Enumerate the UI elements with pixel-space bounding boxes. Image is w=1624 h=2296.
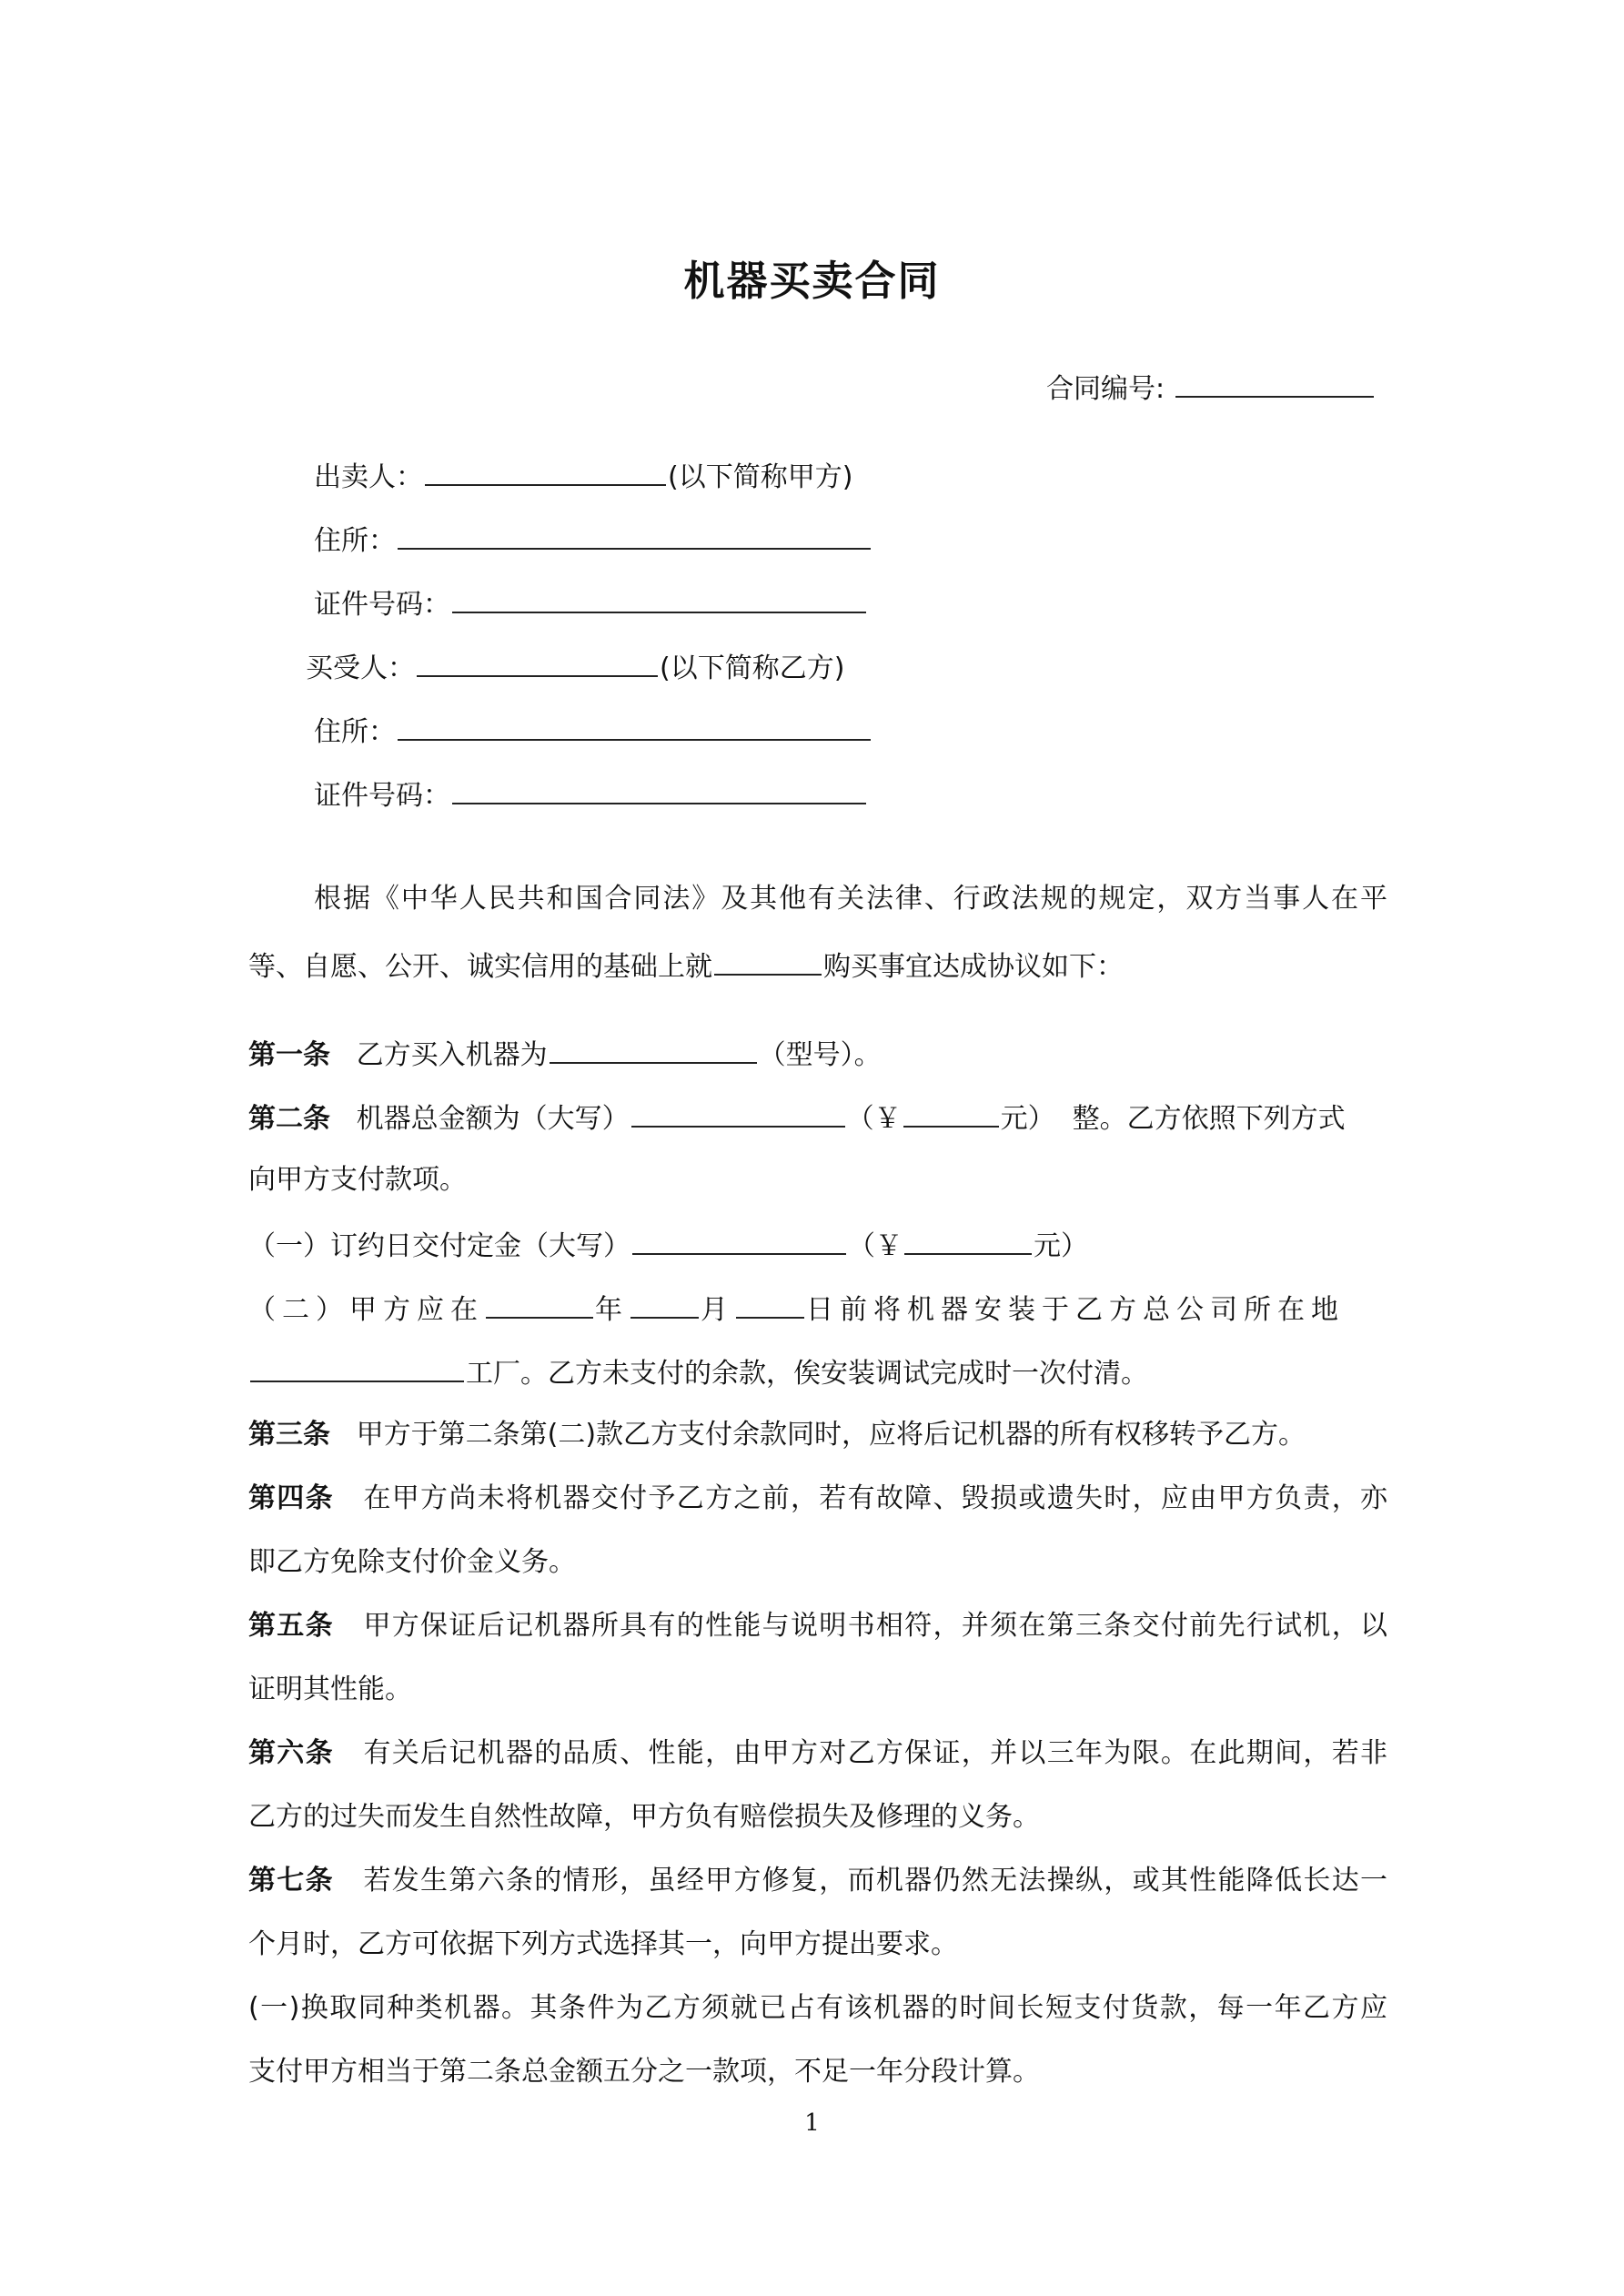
total-amount-number-blank bbox=[903, 1098, 999, 1128]
buyer-line bbox=[306, 648, 844, 687]
page-number: 1 bbox=[804, 2109, 820, 2137]
article-7-item-1-line-2: 支付甲方相当于第二条总金额五分之一款项，不足一年分段计算。 bbox=[248, 2056, 1040, 2088]
model-blank bbox=[550, 1035, 757, 1064]
install-text-b: 年 bbox=[595, 1294, 629, 1326]
deposit-number-blank bbox=[904, 1226, 1032, 1255]
article-7-title: 第七条 bbox=[248, 1865, 334, 1896]
install-year-blank bbox=[486, 1290, 593, 1319]
contract-number-line bbox=[1046, 369, 1376, 408]
install-text-a: （二）甲方应在 bbox=[248, 1294, 484, 1326]
buyer-address-blank bbox=[398, 712, 871, 741]
article-3-text: 甲方于第二条第(二)款乙方支付余款同时，应将后记机器的所有权移转予乙方。 bbox=[356, 1419, 1306, 1451]
deposit-text-a: （一）订约日交付定金（大写） bbox=[248, 1230, 630, 1262]
preamble-line-2 bbox=[248, 946, 1124, 986]
article-7-item-1: (一)换取同种类机器。其条件为乙方须就已占有该机器的时间长短支付货款，每一年乙方应 bbox=[248, 1992, 1387, 2024]
preamble-text-b: 购买事宜达成协议如下： bbox=[823, 951, 1124, 983]
seller-address-blank bbox=[398, 521, 871, 550]
buyer-id-label: 证件号码： bbox=[314, 780, 450, 812]
seller-blank bbox=[425, 457, 666, 486]
seller-id-blank bbox=[452, 584, 866, 613]
article-2-item-1 bbox=[248, 1226, 1088, 1265]
article-3-title: 第三条 bbox=[248, 1419, 330, 1451]
article-6-line-2: 乙方的过失而发生自然性故障，甲方负有赔偿损失及修理的义务。 bbox=[248, 1801, 1040, 1833]
article-4-text: 在甲方尚未将机器交付予乙方之前，若有故障、毁损或遗失时，应由甲方负责，亦 bbox=[363, 1482, 1388, 1514]
install-text-e: 工厂。乙方未支付的余款，俟安装调试完成时一次付清。 bbox=[466, 1358, 1148, 1390]
buyer-blank bbox=[417, 648, 658, 677]
article-7-line-2: 个月时，乙方可依据下列方式选择其一，向甲方提出要求。 bbox=[248, 1928, 958, 1960]
seller-id-label: 证件号码： bbox=[314, 589, 450, 621]
install-text-c: 月 bbox=[701, 1294, 734, 1326]
article-5 bbox=[248, 1608, 1387, 1644]
seller-address-line bbox=[314, 521, 873, 560]
install-text-d: 日前将机器安装于乙方总公司所在地 bbox=[806, 1294, 1345, 1326]
article-2-text-a: 机器总金额为（大写） bbox=[356, 1103, 630, 1135]
article-7 bbox=[248, 1863, 1387, 1899]
article-6-title: 第六条 bbox=[248, 1737, 334, 1769]
total-amount-words-blank bbox=[631, 1098, 845, 1128]
preamble-text-a: 等、自愿、公开、诚实信用的基础上就 bbox=[248, 951, 712, 983]
preamble-line-1: 根据《中华人民共和国合同法》及其他有关法律、行政法规的规定，双方当事人在平 bbox=[314, 883, 1387, 915]
seller-address-label: 住所： bbox=[314, 525, 396, 557]
contract-number-label: 合同编号: bbox=[1046, 373, 1165, 405]
article-2-text-b: （￥ bbox=[846, 1103, 902, 1135]
deposit-text-c: 元） bbox=[1034, 1230, 1088, 1262]
buyer-label: 买受人： bbox=[306, 652, 415, 684]
article-7-text: 若发生第六条的情形，虽经甲方修复，而机器仍然无法操纵，或其性能降低长达一 bbox=[363, 1865, 1388, 1896]
deposit-words-blank bbox=[632, 1226, 846, 1255]
article-3 bbox=[248, 1417, 1306, 1453]
contract-number-blank bbox=[1175, 369, 1374, 398]
document-title: 机器买卖合同 bbox=[683, 257, 941, 305]
deposit-text-b: （￥ bbox=[848, 1230, 903, 1262]
buyer-id-line bbox=[314, 775, 868, 814]
article-2 bbox=[248, 1098, 1346, 1138]
article-5-title: 第五条 bbox=[248, 1610, 334, 1642]
article-6-text: 有关后记机器的品质、性能，由甲方对乙方保证，并以三年为限。在此期间，若非 bbox=[363, 1737, 1388, 1769]
article-4 bbox=[248, 1481, 1387, 1517]
article-4-title: 第四条 bbox=[248, 1482, 334, 1514]
seller-label: 出卖人： bbox=[314, 461, 423, 493]
purchase-item-blank bbox=[714, 946, 822, 976]
seller-line bbox=[314, 457, 852, 496]
install-month-blank bbox=[630, 1290, 699, 1319]
article-4-line-2: 即乙方免除支付价金义务。 bbox=[248, 1546, 576, 1578]
article-2-item-2-line-2 bbox=[248, 1353, 1148, 1392]
article-1-title: 第一条 bbox=[248, 1039, 330, 1071]
article-1-text-a: 乙方买入机器为 bbox=[356, 1039, 548, 1071]
seller-suffix: (以下简称甲方) bbox=[668, 461, 853, 493]
buyer-id-blank bbox=[452, 775, 866, 804]
article-6 bbox=[248, 1735, 1387, 1772]
article-5-line-2: 证明其性能。 bbox=[248, 1674, 412, 1705]
install-day-blank bbox=[736, 1290, 804, 1319]
article-2-title: 第二条 bbox=[248, 1103, 330, 1135]
buyer-suffix: (以下简称乙方) bbox=[660, 652, 845, 684]
article-1-text-b: （型号）。 bbox=[758, 1039, 882, 1071]
article-2-text-c: 元） 整。乙方依照下列方式 bbox=[1000, 1103, 1346, 1135]
factory-blank bbox=[250, 1353, 464, 1382]
seller-id-line bbox=[314, 584, 868, 623]
buyer-address-line bbox=[314, 712, 873, 751]
buyer-address-label: 住所： bbox=[314, 716, 396, 748]
article-2-line-2: 向甲方支付款项。 bbox=[248, 1164, 467, 1196]
article-1 bbox=[248, 1035, 882, 1074]
article-5-text: 甲方保证后记机器所具有的性能与说明书相符，并须在第三条交付前先行试机，以 bbox=[363, 1610, 1388, 1642]
article-2-item-2 bbox=[248, 1290, 1387, 1329]
